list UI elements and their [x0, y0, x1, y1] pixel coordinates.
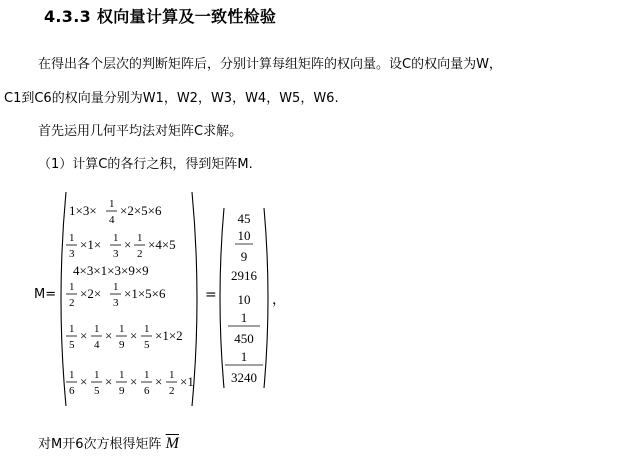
svg-text:×: × — [155, 374, 163, 389]
result-2-den: 9 — [240, 249, 248, 264]
svg-text:1: 1 — [94, 323, 100, 335]
section-heading: 4.3.3 权向量计算及一致性检验 — [44, 7, 277, 26]
matrix-label: M= — [34, 287, 57, 302]
footer-text: 对M开6次方根得矩阵 — [38, 437, 162, 452]
footer-line — [38, 433, 179, 453]
svg-text:×: × — [80, 328, 88, 343]
mean-matrix-symbol: $\overline{M}$ — [165, 435, 179, 452]
svg-text:3: 3 — [113, 297, 119, 309]
svg-text:1×3×: 1×3× — [69, 203, 97, 218]
svg-text:2: 2 — [137, 248, 143, 260]
svg-text:1: 1 — [144, 369, 150, 381]
svg-text:3: 3 — [113, 248, 119, 260]
svg-text:2: 2 — [69, 297, 75, 309]
svg-text:2: 2 — [169, 385, 175, 397]
svg-text:1: 1 — [113, 232, 119, 244]
matrix-row-5 — [66, 323, 183, 351]
svg-text:×1: ×1 — [180, 374, 194, 389]
svg-text:×1×: ×1× — [80, 237, 102, 252]
result-1: 45 — [237, 211, 251, 226]
result-matrix — [215, 205, 273, 391]
svg-text:×: × — [105, 374, 113, 389]
svg-text:1: 1 — [94, 369, 100, 381]
svg-text:4: 4 — [94, 339, 100, 351]
result-2-num: 10 — [237, 228, 251, 243]
svg-text:×2×5×6: ×2×5×6 — [120, 203, 162, 218]
svg-text:5: 5 — [94, 385, 100, 397]
svg-text:6: 6 — [69, 385, 75, 397]
matrix-row-2 — [66, 232, 176, 260]
svg-text:1: 1 — [69, 369, 75, 381]
result-5-num: 1 — [240, 310, 248, 325]
matrix-row-4 — [66, 281, 166, 309]
svg-text:6: 6 — [144, 385, 150, 397]
svg-text:×: × — [124, 237, 132, 252]
paragraph-2: C1到C6的权向量分别为W1，W2，W3，W4，W5，W6. — [4, 91, 339, 106]
trailing-comma: ， — [272, 292, 286, 308]
product-matrix — [54, 188, 204, 410]
svg-text:1: 1 — [69, 281, 75, 293]
svg-text:×: × — [130, 328, 138, 343]
svg-text:1: 1 — [137, 232, 143, 244]
svg-text:1: 1 — [144, 323, 150, 335]
matrix-row-1 — [69, 198, 162, 226]
svg-text:9: 9 — [119, 339, 125, 351]
svg-text:×1×5×6: ×1×5×6 — [124, 286, 166, 301]
svg-text:3: 3 — [69, 248, 75, 260]
svg-text:1: 1 — [109, 198, 115, 210]
svg-text:1: 1 — [69, 232, 75, 244]
paragraph-3: 首先运用几何平均法对矩阵C求解。 — [38, 124, 243, 139]
svg-text:×: × — [80, 374, 88, 389]
result-5-den: 450 — [234, 331, 254, 346]
result-6-num: 1 — [240, 349, 248, 364]
svg-text:×1×2: ×1×2 — [155, 328, 183, 343]
svg-text:×: × — [130, 374, 138, 389]
svg-text:9: 9 — [119, 385, 125, 397]
svg-text:5: 5 — [144, 339, 150, 351]
svg-text:4: 4 — [109, 214, 115, 226]
svg-text:1: 1 — [119, 323, 125, 335]
svg-text:×: × — [105, 328, 113, 343]
svg-text:5: 5 — [69, 339, 75, 351]
result-4: 10 — [237, 292, 251, 307]
equals-sign: = — [205, 287, 217, 303]
paragraph-1: 在得出各个层次的判断矩阵后，分别计算每组矩阵的权向量。设C的权向量为W， — [38, 57, 502, 72]
paragraph-4: （1）计算C的各行之积，得到矩阵M. — [38, 157, 253, 172]
svg-text:1: 1 — [113, 281, 119, 293]
svg-text:1: 1 — [69, 323, 75, 335]
svg-text:4×3×1×3×9×9: 4×3×1×3×9×9 — [73, 263, 149, 278]
svg-text:×2×: ×2× — [80, 286, 102, 301]
svg-text:×4×5: ×4×5 — [148, 237, 176, 252]
matrix-row-3 — [73, 263, 149, 278]
result-3: 2916 — [231, 268, 257, 283]
result-6-den: 3240 — [231, 370, 257, 385]
matrix-row-6 — [66, 369, 194, 397]
svg-text:1: 1 — [169, 369, 175, 381]
svg-text:1: 1 — [119, 369, 125, 381]
